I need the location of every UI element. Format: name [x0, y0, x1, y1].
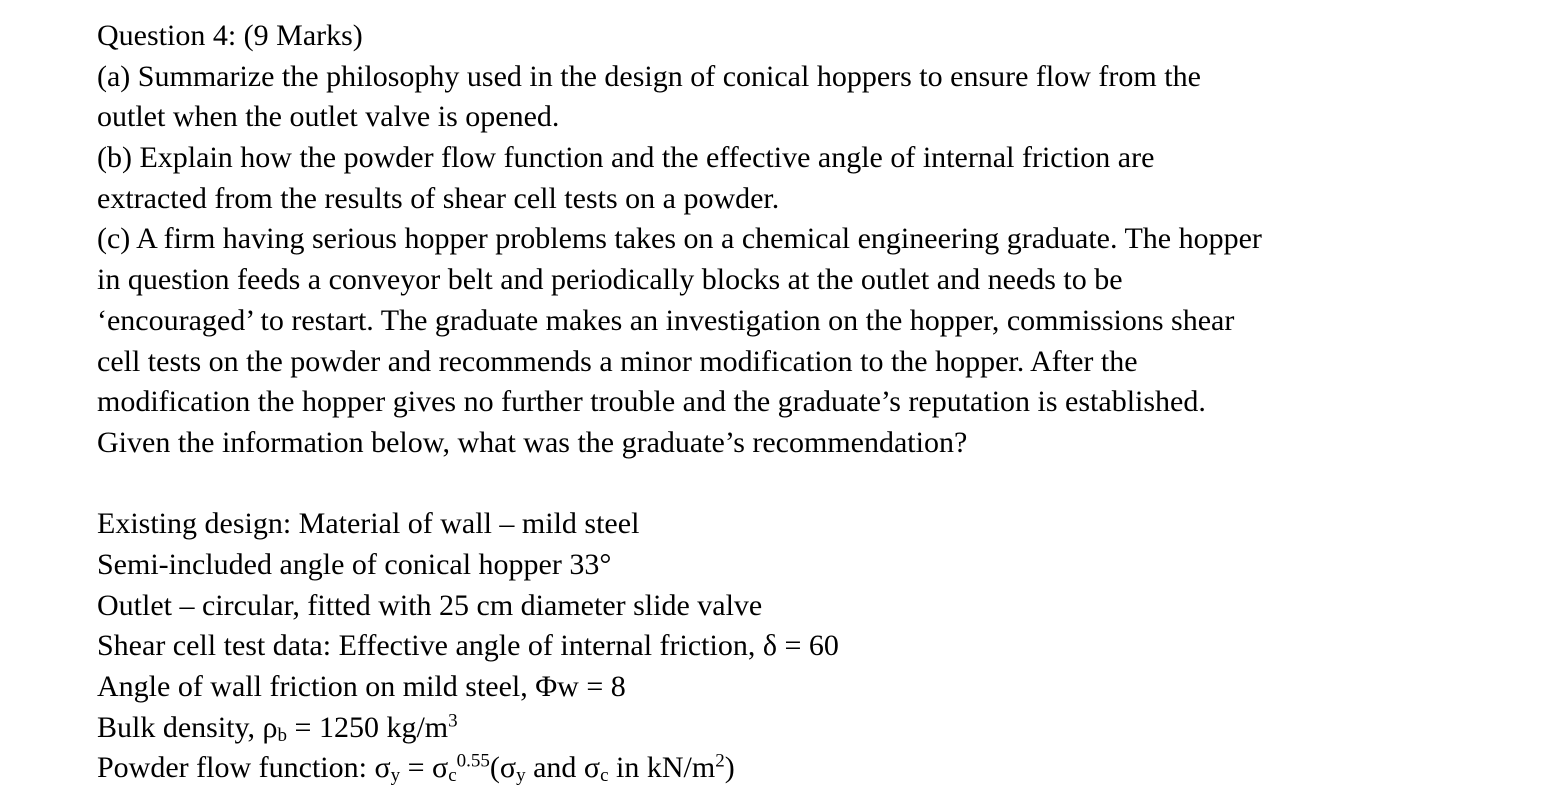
flow-function-sub-c-2: c: [600, 765, 609, 787]
flow-function-paren-close: ): [724, 751, 735, 785]
flow-function-paren-open: (σ: [489, 751, 517, 785]
flow-function-and: and σ: [525, 751, 601, 785]
bulk-density-superscript: 3: [448, 710, 458, 732]
part-b-line-2: extracted from the results of shear cell tests on a powder.: [97, 181, 780, 215]
flow-function-units: in kN/m: [608, 751, 716, 785]
flow-function-exponent: 0.55: [456, 750, 490, 772]
data-flow-function: [97, 748, 1537, 789]
bulk-density-value: = 1250 kg/m: [287, 710, 449, 744]
question-heading: Question 4: (9 Marks): [97, 19, 363, 52]
data-shear-cell: Shear cell test data: Effective angle of internal friction, δ = 60: [97, 629, 839, 663]
question-document: [97, 16, 1537, 789]
part-a-line-1: (a) Summarize the philosophy used in the design of conical hoppers to ensure flow from the: [97, 59, 1201, 93]
flow-function-sub-c: c: [448, 765, 457, 787]
bulk-density-prefix: Bulk density, ρ: [97, 710, 278, 744]
part-c-line-3: ‘encouraged’ to restart. The graduate makes an investigation on the hopper, commissions shear: [97, 303, 1235, 337]
flow-function-sub-y: y: [390, 765, 401, 787]
blank-line: [97, 464, 1537, 505]
part-c-line-6: Given the information below, what was the graduate’s recommendation?: [97, 425, 968, 459]
part-c-line-2: in question feeds a conveyor belt and periodically blocks at the outlet and needs to be: [97, 263, 1123, 297]
data-cone-angle: Semi-included angle of conical hopper 33°: [97, 547, 612, 581]
flow-function-sub-y-2: y: [516, 765, 526, 787]
data-outlet: Outlet – circular, fitted with 25 cm diameter slide valve: [97, 588, 763, 622]
flow-function-prefix: Powder flow function: σ: [97, 751, 391, 785]
bulk-density-subscript: b: [277, 724, 288, 746]
part-c-line-4: cell tests on the powder and recommends a minor modification to the hopper. After the: [97, 344, 1138, 378]
data-bulk-density: [97, 708, 1537, 749]
part-c-line-5: modification the hopper gives no further trouble and the graduate’s reputation is established.: [97, 385, 1206, 419]
part-c-line-1: (c) A firm having serious hopper problems takes on a chemical engineering graduate. The hopper: [97, 222, 1262, 256]
part-a-line-2: outlet when the outlet valve is opened.: [97, 100, 560, 134]
data-wall-friction: Angle of wall friction on mild steel, Φw = 8: [97, 670, 626, 703]
flow-function-equals: = σ: [400, 751, 449, 785]
flow-function-units-exponent: 2: [715, 750, 725, 772]
data-wall-material: Existing design: Material of wall – mild steel: [97, 507, 640, 541]
part-b-line-1: (b) Explain how the powder flow function and the effective angle of internal friction are: [97, 141, 1155, 175]
